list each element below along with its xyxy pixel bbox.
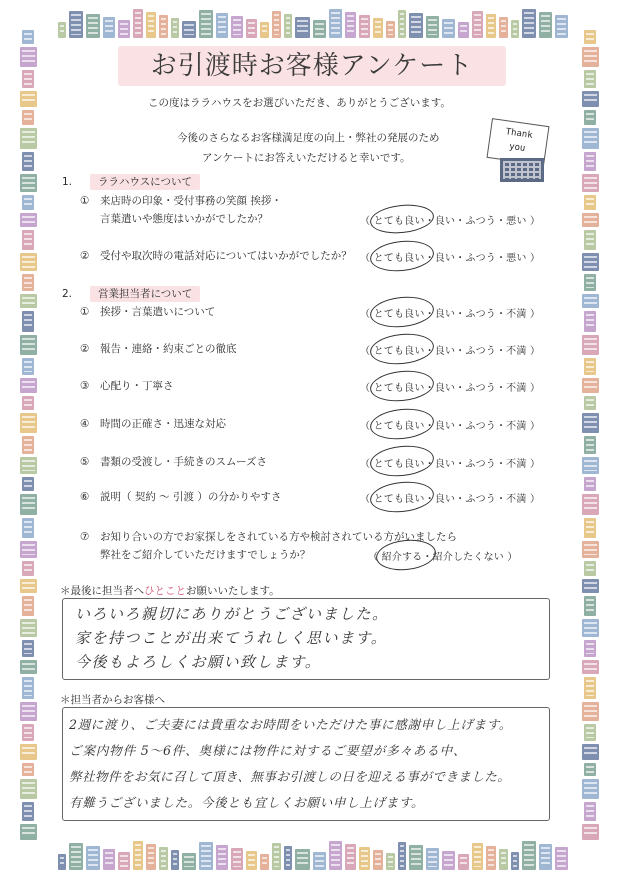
s2-q1-answer-circle <box>369 294 436 331</box>
building-icon <box>22 230 34 250</box>
building-icon <box>272 11 281 38</box>
building-icon <box>398 10 406 38</box>
building-icon <box>22 396 34 410</box>
customer-comment-line-2: 家を持つことが出来てうれしく思います。 <box>75 629 388 647</box>
building-icon <box>20 579 37 593</box>
building-icon <box>582 91 599 107</box>
building-icon <box>20 660 37 674</box>
building-icon <box>22 477 34 491</box>
staff-comment-heading: ＊担当者からお客様へ <box>60 694 165 706</box>
building-icon <box>20 744 37 759</box>
s2-q3-text: 心配り・丁寧さ <box>100 380 174 392</box>
building-icon <box>409 13 423 38</box>
building-icon <box>20 779 37 799</box>
building-icon <box>582 378 599 393</box>
building-icon <box>20 253 37 271</box>
building-icon <box>458 22 470 38</box>
building-icon <box>272 843 281 870</box>
building-icon <box>582 494 599 515</box>
building-icon <box>584 30 596 44</box>
building-icon <box>231 848 243 870</box>
building-icon <box>22 152 34 171</box>
building-icon <box>499 17 508 38</box>
s1-q1-answer-circle <box>369 202 436 237</box>
building-icon <box>20 457 37 473</box>
s1-q2-options: （ とても良い・良い・ふつう・悪い ） <box>360 253 541 264</box>
s2-q7-number: ⑦ <box>80 531 90 543</box>
building-icon <box>86 846 99 870</box>
building-icon <box>582 702 599 721</box>
building-icon <box>20 128 37 149</box>
building-icon <box>22 596 34 616</box>
building-icon <box>386 21 395 38</box>
s1-q1-number: ① <box>80 195 90 207</box>
building-icon <box>582 744 599 759</box>
building-icon <box>182 853 196 870</box>
building-icon <box>584 396 596 410</box>
building-icon <box>22 70 34 88</box>
thank-you-card-line-2: you <box>508 141 526 155</box>
building-icon <box>146 844 156 870</box>
building-icon <box>20 413 37 433</box>
building-icon <box>582 457 599 473</box>
building-icon <box>486 14 496 38</box>
customer-comment-line-1: いろいろ親切にありがとうございました。 <box>75 605 389 623</box>
building-icon <box>584 70 596 88</box>
building-icon <box>511 20 519 38</box>
building-icon <box>22 195 34 210</box>
s2-q7-options: （ 紹介する・紹介したくない ） <box>368 552 518 563</box>
building-icon <box>118 20 130 38</box>
building-icon <box>159 15 168 38</box>
building-icon <box>442 19 454 38</box>
staff-comment-line-4: 有難うございました。今後とも宜しくお願い申し上げます。 <box>69 795 425 810</box>
s2-q2-options: （ とても良い・良い・ふつう・不満 ） <box>360 346 541 357</box>
building-icon <box>582 47 599 67</box>
s2-q6-text: 説明（ 契約 ～ 引渡 ）の分かりやすさ <box>100 491 282 503</box>
building-icon <box>22 274 34 290</box>
building-icon <box>69 843 83 870</box>
building-icon <box>582 413 599 433</box>
building-icon <box>373 850 383 870</box>
customer-comment-heading <box>60 584 280 598</box>
calendar-illustration <box>500 158 544 182</box>
building-icon <box>295 849 309 870</box>
top-building-border <box>58 8 568 38</box>
building-icon <box>584 802 596 820</box>
building-icon <box>582 294 599 308</box>
building-icon <box>133 9 144 38</box>
building-icon <box>582 253 599 271</box>
building-icon <box>584 311 596 332</box>
building-icon <box>511 852 519 870</box>
building-icon <box>22 561 34 576</box>
building-icon <box>20 494 37 515</box>
building-icon <box>442 851 454 870</box>
intro-line-1: この度はララハウスをお選びいただき、ありがとうございます。 <box>148 97 451 109</box>
customer-comment-heading-post: お願いいたします。 <box>186 585 280 597</box>
building-icon <box>584 436 596 454</box>
building-icon <box>359 15 370 38</box>
thank-you-card-line-1: Thank <box>505 127 534 141</box>
building-icon <box>20 213 37 227</box>
building-icon <box>582 779 599 799</box>
building-icon <box>582 619 599 637</box>
right-building-border <box>578 30 602 840</box>
building-icon <box>398 842 406 870</box>
s2-q1-options: （ とても良い・良い・ふつう・不満 ） <box>360 309 541 320</box>
building-icon <box>584 274 596 290</box>
building-icon <box>555 847 567 870</box>
s2-q6-number: ⑥ <box>80 491 90 503</box>
building-icon <box>171 18 179 38</box>
building-icon <box>199 842 212 870</box>
building-icon <box>522 841 536 870</box>
building-icon <box>231 16 243 38</box>
building-icon <box>260 854 270 870</box>
left-building-border <box>16 30 40 840</box>
building-icon <box>582 174 599 191</box>
building-icon <box>159 847 168 870</box>
building-icon <box>22 30 34 44</box>
building-icon <box>582 335 599 354</box>
s2-q1-text: 挨拶・言葉遣いについて <box>100 306 216 318</box>
page-title: お引渡時お客様アンケート <box>118 46 506 86</box>
building-icon <box>313 20 326 38</box>
s2-q3-options: （ とても良い・良い・ふつう・不満 ） <box>360 383 541 394</box>
building-icon <box>386 853 395 870</box>
building-icon <box>22 802 34 820</box>
building-icon <box>499 849 508 870</box>
building-icon <box>584 195 596 210</box>
s2-q5-text: 書類の受渡し・手続きのスムーズさ <box>100 456 267 468</box>
s2-q3-number: ③ <box>80 380 90 392</box>
building-icon <box>584 152 596 171</box>
section2-number: 2. <box>62 288 73 300</box>
building-icon <box>22 436 34 454</box>
building-icon <box>329 841 341 870</box>
intro-line-3: アンケートにお答えいただけると幸いです。 <box>202 152 411 164</box>
staff-comment-line-3: 弊社物件をお気に召して頂き、無事お引渡しの日を迎える事ができました。 <box>69 769 511 784</box>
building-icon <box>426 16 439 38</box>
building-icon <box>359 847 370 870</box>
s2-q4-number: ④ <box>80 418 90 430</box>
building-icon <box>584 358 596 375</box>
building-icon <box>582 213 599 227</box>
building-icon <box>20 702 37 721</box>
s1-q2-text: 受付や取次時の電話対応についてはいかがでしたか？ <box>100 250 352 262</box>
building-icon <box>313 852 326 870</box>
section1-number: 1. <box>62 176 73 188</box>
building-icon <box>582 579 599 593</box>
s2-q7-text-line2: 弊社をご紹介していただけますでしょうか？ <box>100 549 311 561</box>
section1-label: ララハウスについて <box>90 174 200 190</box>
staff-comment-box <box>62 707 550 821</box>
building-icon <box>584 230 596 250</box>
section2-label: 営業担当者について <box>90 286 200 302</box>
s2-q4-answer-circle <box>369 406 436 443</box>
building-icon <box>58 22 66 38</box>
building-icon <box>295 17 309 38</box>
building-icon <box>58 854 66 870</box>
building-icon <box>584 677 596 698</box>
intro-line-2: 今後のさらなるお客様満足度の向上・弊社の発展のため <box>177 132 440 144</box>
s2-q7-text-line1: お知り合いの方でお家探しをされている方や検討されている方がいましたら <box>100 531 457 543</box>
s1-q2-answer-circle <box>369 238 436 275</box>
building-icon <box>539 844 552 870</box>
s1-q1-text-line1: 来店時の印象・受付事務の笑顔 挨拶・ <box>100 195 282 207</box>
customer-comment-line-3: 今後もよろしくお願い致します。 <box>75 653 322 671</box>
building-icon <box>22 358 34 375</box>
building-icon <box>69 11 83 38</box>
building-icon <box>20 541 37 558</box>
building-icon <box>284 846 292 870</box>
building-icon <box>20 174 37 191</box>
building-icon <box>199 10 212 38</box>
building-icon <box>329 9 341 38</box>
building-icon <box>171 850 179 870</box>
building-icon <box>20 378 37 393</box>
building-icon <box>582 128 599 149</box>
building-icon <box>584 640 596 656</box>
s2-q4-options: （ とても良い・良い・ふつう・不満 ） <box>360 421 541 432</box>
building-icon <box>22 763 34 777</box>
s2-q5-number: ⑤ <box>80 456 90 468</box>
building-icon <box>103 849 115 870</box>
staff-comment-line-2: ご案内物件 5～6件、奥様には物件に対するご要望が多々ある中、 <box>69 743 467 758</box>
s1-q2-number: ② <box>80 250 90 262</box>
building-icon <box>20 619 37 637</box>
building-icon <box>582 824 599 840</box>
building-icon <box>584 110 596 124</box>
building-icon <box>20 335 37 354</box>
building-icon <box>182 21 196 38</box>
building-icon <box>409 845 423 870</box>
building-icon <box>22 677 34 698</box>
building-icon <box>20 47 37 67</box>
building-icon <box>86 14 99 38</box>
building-icon <box>472 843 483 870</box>
building-icon <box>22 311 34 332</box>
building-icon <box>426 848 439 870</box>
building-icon <box>458 854 470 870</box>
building-icon <box>20 294 37 308</box>
s2-q5-answer-circle <box>369 443 436 480</box>
s2-q2-number: ② <box>80 343 90 355</box>
building-icon <box>555 15 567 38</box>
building-icon <box>133 841 144 870</box>
s2-q6-answer-circle <box>369 479 436 516</box>
building-icon <box>284 14 292 38</box>
building-icon <box>539 12 552 38</box>
building-icon <box>584 724 596 741</box>
building-icon <box>118 852 130 870</box>
building-icon <box>216 13 228 38</box>
s2-q6-options: （ とても良い・良い・ふつう・不満 ） <box>360 494 541 505</box>
building-icon <box>584 518 596 537</box>
building-icon <box>22 640 34 656</box>
building-icon <box>216 845 228 870</box>
building-icon <box>584 763 596 777</box>
building-icon <box>246 19 257 38</box>
s2-q3-answer-circle <box>369 368 436 405</box>
building-icon <box>22 110 34 124</box>
building-icon <box>373 18 383 38</box>
staff-comment-line-1: 2週に渡り、ご夫妻には貴重なお時間をいただけた事に感謝申し上げます。 <box>69 717 512 732</box>
building-icon <box>584 561 596 576</box>
building-icon <box>486 846 496 870</box>
building-icon <box>582 541 599 558</box>
building-icon <box>582 660 599 674</box>
building-icon <box>584 477 596 491</box>
building-icon <box>260 22 270 38</box>
s2-q1-number: ① <box>80 306 90 318</box>
building-icon <box>103 17 115 38</box>
building-icon <box>146 12 156 38</box>
s1-q1-options: （ とても良い・良い・ふつう・悪い ） <box>360 216 541 227</box>
s2-q2-answer-circle <box>369 331 436 368</box>
customer-comment-box <box>62 598 550 680</box>
building-icon <box>345 844 357 870</box>
building-icon <box>472 11 483 38</box>
customer-comment-heading-pre: ＊最後に担当者へ <box>60 585 144 597</box>
building-icon <box>246 851 257 870</box>
building-icon <box>20 824 37 840</box>
s1-q1-text-line2: 言葉遣いや態度はいかがでしたか？ <box>100 213 268 225</box>
building-icon <box>584 596 596 616</box>
customer-comment-heading-highlight: ひとこと <box>144 585 186 597</box>
building-icon <box>522 9 536 38</box>
building-icon <box>20 91 37 107</box>
s2-q2-text: 報告・連絡・約束ごとの徹底 <box>100 343 237 355</box>
building-icon <box>22 518 34 537</box>
s2-q4-text: 時間の正確さ・迅速な対応 <box>100 418 226 430</box>
bottom-building-border <box>58 840 568 870</box>
building-icon <box>345 12 357 38</box>
building-icon <box>22 724 34 741</box>
s2-q5-options: （ とても良い・良い・ふつう・不満 ） <box>360 459 541 470</box>
